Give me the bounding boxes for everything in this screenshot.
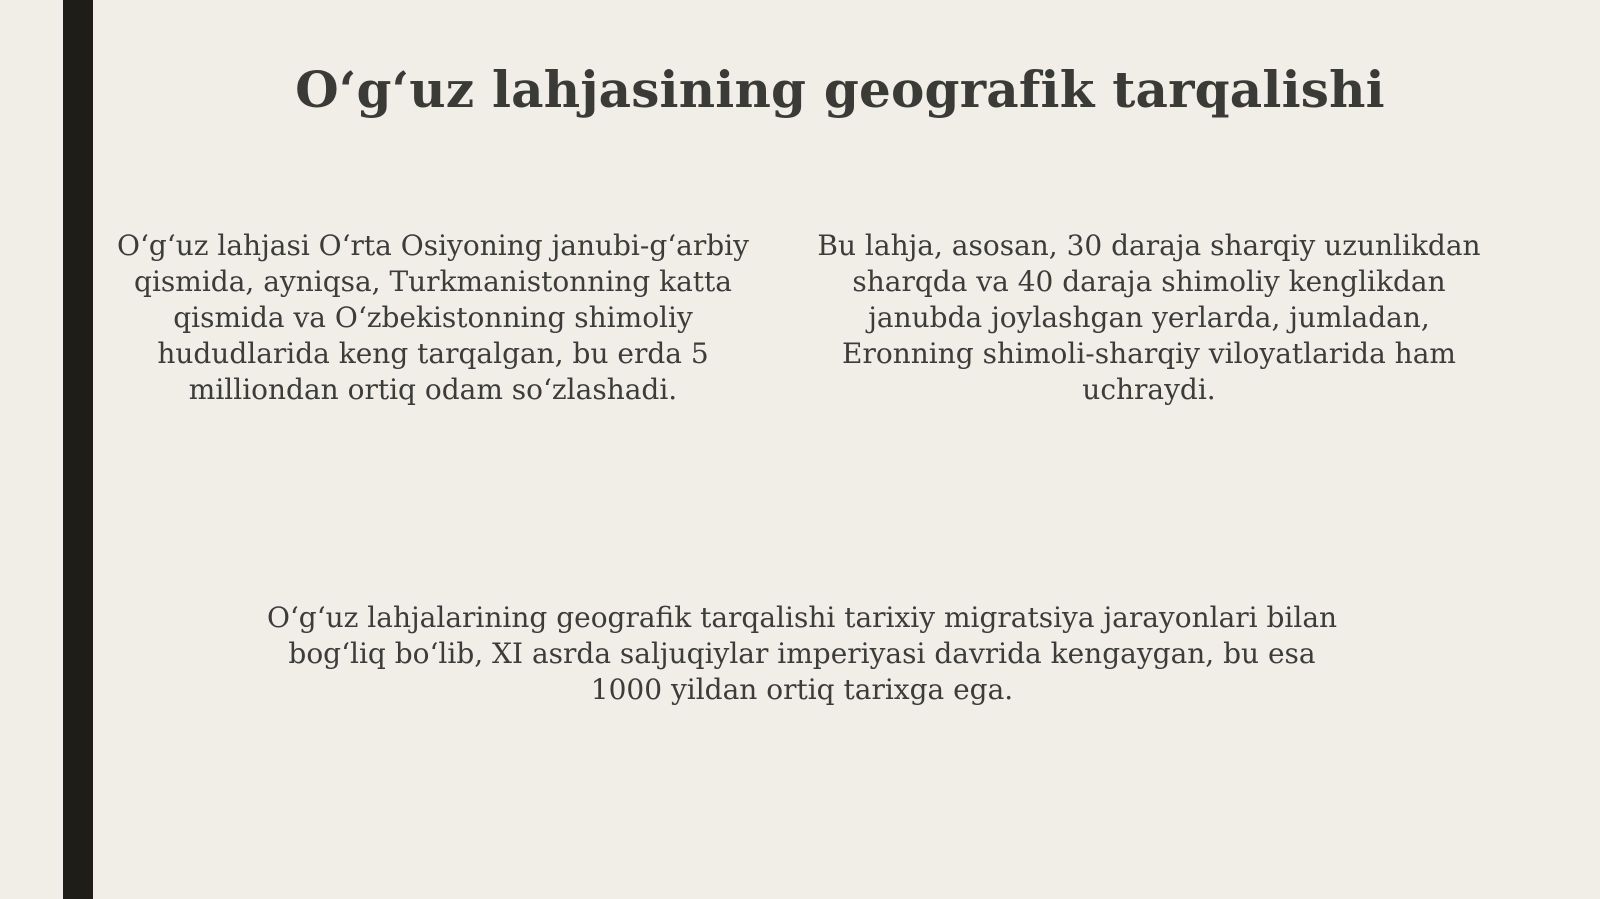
paragraph-left: O‘g‘uz lahjasi O‘rta Osiyoning janubi-g‘arbiy qismida, ayniqsa, Turkmanistonning katta qismida va O‘zbekistonning shimoliy hududlarida keng tarqalgan, bu erda 5 milliondan ortiq odam so‘zlashadi.	[117, 229, 749, 406]
slide-title: O‘g‘uz lahjasining geografik tarqalishi	[295, 60, 1385, 119]
paragraph-bottom: O‘g‘uz lahjalarining geografik tarqalishi tarixiy migratsiya jarayonlari bilan bog‘liq bo‘lib, XI asrda saljuqiylar imperiyasi davrida kengaygan, bu esa 1000 yildan ortiq tarixga ega.	[266, 601, 1338, 706]
accent-bar	[63, 0, 93, 899]
paragraph-right: Bu lahja, asosan, 30 daraja sharqiy uzunlikdan sharqda va 40 daraja shimoliy kenglikdan janubda joylashgan yerlarda, jumladan, Eronning shimoli-sharqiy viloyatlarida ham uchraydi.	[817, 229, 1481, 406]
